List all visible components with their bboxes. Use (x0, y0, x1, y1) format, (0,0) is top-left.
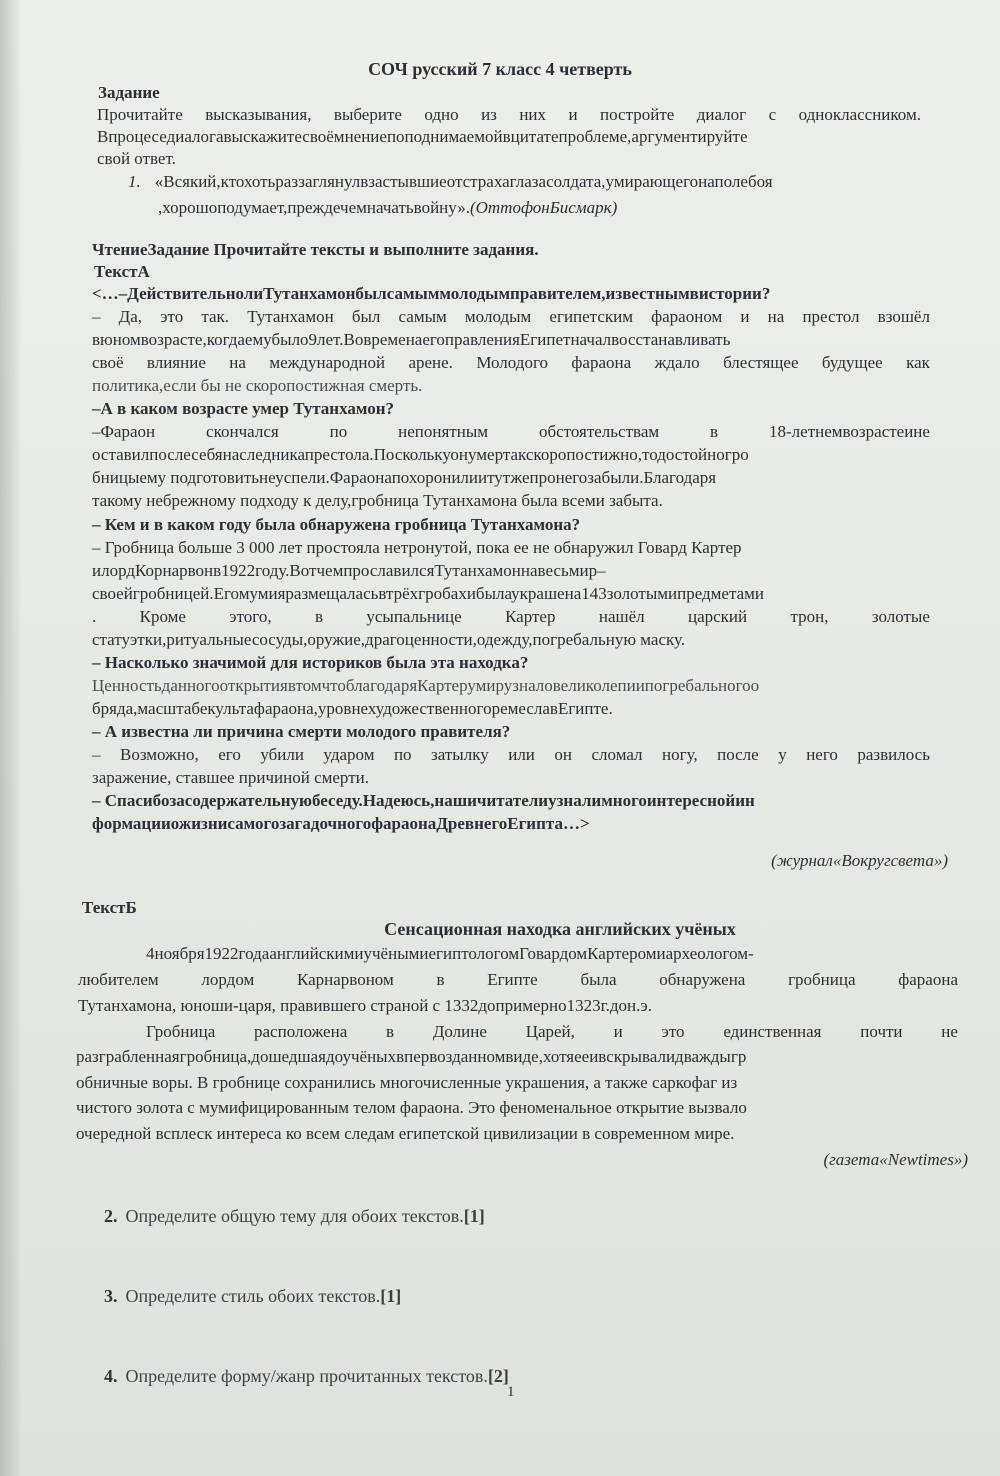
text-a-line: илордКорнарвонв1922году.ВотчемпрославилсяТутанхамоннавесьмир– (92, 561, 606, 580)
text-a-line: заражение, ставшее причиной смерти. (92, 768, 369, 787)
word: в (314, 607, 323, 626)
intro-line-3: свой ответ. (97, 149, 176, 168)
word: Да, (118, 307, 143, 326)
word: непонятным (398, 422, 489, 441)
word: Прочитайте (97, 105, 183, 124)
text-b-line: Тутанхамона, юноши-царя, правившего страной с 1332допримерно1323г.дон.э. (78, 996, 652, 1015)
word: усыпальнице (366, 607, 462, 626)
question-mark: [2] (487, 1366, 509, 1386)
text-a-line (92, 306, 930, 328)
word: . (92, 607, 97, 626)
quote-author: (ОттофонБисмарк) (469, 198, 618, 217)
word: по (393, 745, 412, 764)
text-a-line (92, 606, 930, 628)
question-mark: [1] (380, 1286, 402, 1306)
word: Тутанхамон (247, 307, 334, 326)
text-a-line: статуэтки,ритуальныесосуды,оружие,драгоценности,одежду,погребальную маску. (92, 630, 686, 649)
word: была (580, 970, 617, 989)
text-a-line: формацииожизнисамогозагадочногофараонаДревнегоЕгипта…> (92, 814, 590, 833)
word: из (481, 105, 497, 124)
word: международной (269, 353, 386, 372)
word: сломал (591, 745, 643, 764)
text-a-line (92, 744, 930, 766)
word: арене. (408, 353, 453, 372)
text-a-label: ТекстА (94, 262, 150, 281)
text-a-line: – Насколько значимой для историков была эта находка? (92, 653, 529, 672)
word: у (778, 745, 787, 764)
word: взошёл (877, 307, 930, 326)
quote-line-2 (158, 197, 617, 219)
text-a-line: – Кем и в каком году была обнаружена гробница Тутанхамона? (92, 515, 581, 534)
intro-line-1 (97, 104, 921, 126)
question-text: Определите стиль обоих текстов. (125, 1286, 381, 1306)
quote-text: «Всякий,ктохотьраззаглянулвзастывшиеотстрахаглазасолдата,умирающегонаполебоя (154, 172, 773, 191)
word: после (717, 745, 759, 764)
word: престол (802, 307, 860, 326)
word: так. (201, 307, 230, 326)
word: – (92, 745, 101, 764)
word: ударом (323, 745, 375, 764)
word: на (767, 307, 785, 326)
text-a-line: <…–ДействительнолиТутанхамонбылсамыммолодымправителем,известнымвистории? (92, 284, 771, 303)
word: гробница (788, 970, 856, 989)
word: с (768, 105, 777, 124)
word: этого, (229, 607, 272, 626)
text-a-line: –А в каком возрасте умер Тутанхамон? (92, 399, 394, 418)
word: в (710, 422, 719, 441)
word: влияние (146, 353, 206, 372)
text-b-source: (газета«Newtimes») (823, 1150, 968, 1169)
word: почти (860, 1022, 903, 1041)
word: Кроме (139, 607, 186, 626)
text-a-line: вюномвозрасте,когдаемубыло9лет.ВовременаегоправленияЕгипетначалвосстанавливать (92, 330, 731, 349)
word: блестящее (723, 353, 799, 372)
word: убили (260, 745, 304, 764)
text-b-line: очередной всплеск интереса ко всем следам египетской цивилизации в современном мире. (76, 1124, 735, 1143)
text-a-line: своейгробницей.Егомумияразмещаласьвтрёхгробахибылаукрашена143золотымипредметами (92, 584, 765, 603)
question-text: Определите общую тему для обоих текстов. (125, 1206, 464, 1226)
word: и (613, 1022, 623, 1041)
quote-text-end: ,хорошоподумает,преждечемначатьвойну». (158, 198, 470, 217)
text-b-line (78, 969, 958, 991)
word: скончался (206, 422, 279, 441)
word: них (519, 105, 547, 124)
word: фараона (898, 970, 958, 989)
quote-line-1 (128, 171, 918, 193)
word: лордом (201, 970, 255, 989)
word: царский (687, 607, 748, 626)
text-b-line: обничные воры. В гробнице сохранились многочисленные украшения, а также саркофаг из (76, 1073, 738, 1092)
question-number: 3. (104, 1286, 118, 1306)
word: не (941, 1022, 958, 1041)
word: или (508, 745, 535, 764)
word: его (218, 745, 241, 764)
task-heading: Задание (98, 83, 160, 102)
question-2 (104, 1205, 485, 1227)
text-a-line (92, 421, 930, 443)
word: обнаружена (659, 970, 746, 989)
word: будущее (821, 353, 883, 372)
word: золотые (871, 607, 930, 626)
word: Царей, (525, 1022, 575, 1041)
word: затылку (431, 745, 489, 764)
word: трон, (790, 607, 829, 626)
word: это (160, 307, 184, 326)
word: на (229, 353, 246, 372)
text-a-source: (журнал«Вокругсвета») (771, 851, 948, 870)
text-b-label: ТекстБ (82, 898, 137, 917)
word: Гробница (146, 1022, 216, 1041)
intro-line-2: Впроцеседиалогавыскажитесвоёмнениепоподнимаемойвцитатепроблеме,аргументируйте (97, 127, 748, 146)
word: расположена (254, 1022, 348, 1041)
word: и (568, 105, 578, 124)
word: ногу, (662, 745, 698, 764)
word: 18-летнемвозрастеине (769, 422, 930, 441)
word: единственная (723, 1022, 822, 1041)
word: как (906, 353, 930, 372)
word: него (806, 745, 838, 764)
word: развилось (857, 745, 930, 764)
word: фараона (571, 353, 632, 372)
word: Карнарвоном (296, 970, 394, 989)
text-a-line: – Спасибозасодержательнуюбеседу.Надеюсь,нашичитателиузналимногоинтереснойин (92, 791, 755, 810)
word: в (386, 1022, 395, 1041)
word: Долине (432, 1022, 487, 1041)
word: своё (92, 353, 124, 372)
word: выберите (333, 105, 402, 124)
word: высказывания, (205, 105, 312, 124)
text-a-line: – Гробница больше 3 000 лет простояла нетронутой, пока ее не обнаружил Говард Картер (92, 538, 742, 557)
page-edge-shadow (0, 0, 22, 1476)
word: Возможно, (119, 745, 199, 764)
word: по (329, 422, 348, 441)
question-number: 4. (104, 1366, 118, 1386)
word: –Фараон (92, 422, 156, 441)
word: был (351, 307, 381, 326)
word: Картер (505, 607, 556, 626)
text-a-line: бряда,масштабекультафараона,уровнехудожественногоремеславЕгипте. (92, 699, 613, 718)
word: фараоном (651, 307, 723, 326)
text-b-line (146, 1021, 958, 1043)
page-number: 1 (507, 1384, 515, 1400)
question-3 (104, 1285, 401, 1307)
text-a-line: такому небрежному подходу к делу,гробница Тутанхамона была всеми забыта. (92, 491, 663, 510)
word: в (436, 970, 445, 989)
word: египетским (549, 307, 633, 326)
word: одно (424, 105, 459, 124)
question-4 (104, 1365, 509, 1387)
word: молодым (464, 307, 532, 326)
word: нашёл (598, 607, 645, 626)
quote-number: 1. (128, 172, 141, 191)
text-b-line: чистого золота с мумифицированным телом фараона. Это феноменальное открытие вызвало (76, 1098, 747, 1117)
text-a-line: политика,если бы не скоропостижная смерть. (92, 376, 423, 395)
text-b-line: разграбленнаягробница,дошедшаядоучёныхвпервозданномвиде,хотяееивскрывалидваждыгр (76, 1047, 747, 1066)
word: диалог (696, 105, 747, 124)
word: это (661, 1022, 685, 1041)
text-a-line: оставилпослесебянаследникапрестола.Посколькуонумертакскоропостижно,тодостойногро (92, 445, 749, 464)
reading-heading: ЧтениеЗадание Прочитайте тексты и выполните задания. (92, 240, 539, 259)
question-text: Определите форму/жанр прочитанных текстов. (125, 1366, 488, 1386)
word: Молодого (476, 353, 549, 372)
text-a-line: ЦенностьданногооткрытиявтомчтоблагодаряКартерумирузналовеликолепиипогребальногоо (92, 676, 760, 695)
word: любителем (78, 970, 159, 989)
text-b-headline: Сенсационная находка английских учёных (384, 919, 736, 939)
question-number: 2. (104, 1206, 118, 1226)
word: – (92, 307, 101, 326)
question-mark: [1] (463, 1206, 485, 1226)
word: Египте (487, 970, 538, 989)
word: он (554, 745, 572, 764)
text-a-line: – А известна ли причина смерти молодого правителя? (92, 722, 511, 741)
page-title: СОЧ русский 7 класс 4 четверть (368, 59, 632, 79)
word: одноклассником. (798, 105, 921, 124)
text-a-line: бницыему подготовитьнеуспели.Фараонапохоронилиитутжепронегозабыли.Благодаря (92, 468, 717, 487)
word: самым (398, 307, 447, 326)
word: обстоятельствам (538, 422, 660, 441)
text-a-line (92, 352, 930, 374)
word: и (740, 307, 750, 326)
text-b-line: 4ноября1922годаанглийскимиучёнымиегиптологомГовардомКартеромиархеологом- (146, 944, 754, 963)
word: постройте (600, 105, 675, 124)
word: ждало (654, 353, 700, 372)
